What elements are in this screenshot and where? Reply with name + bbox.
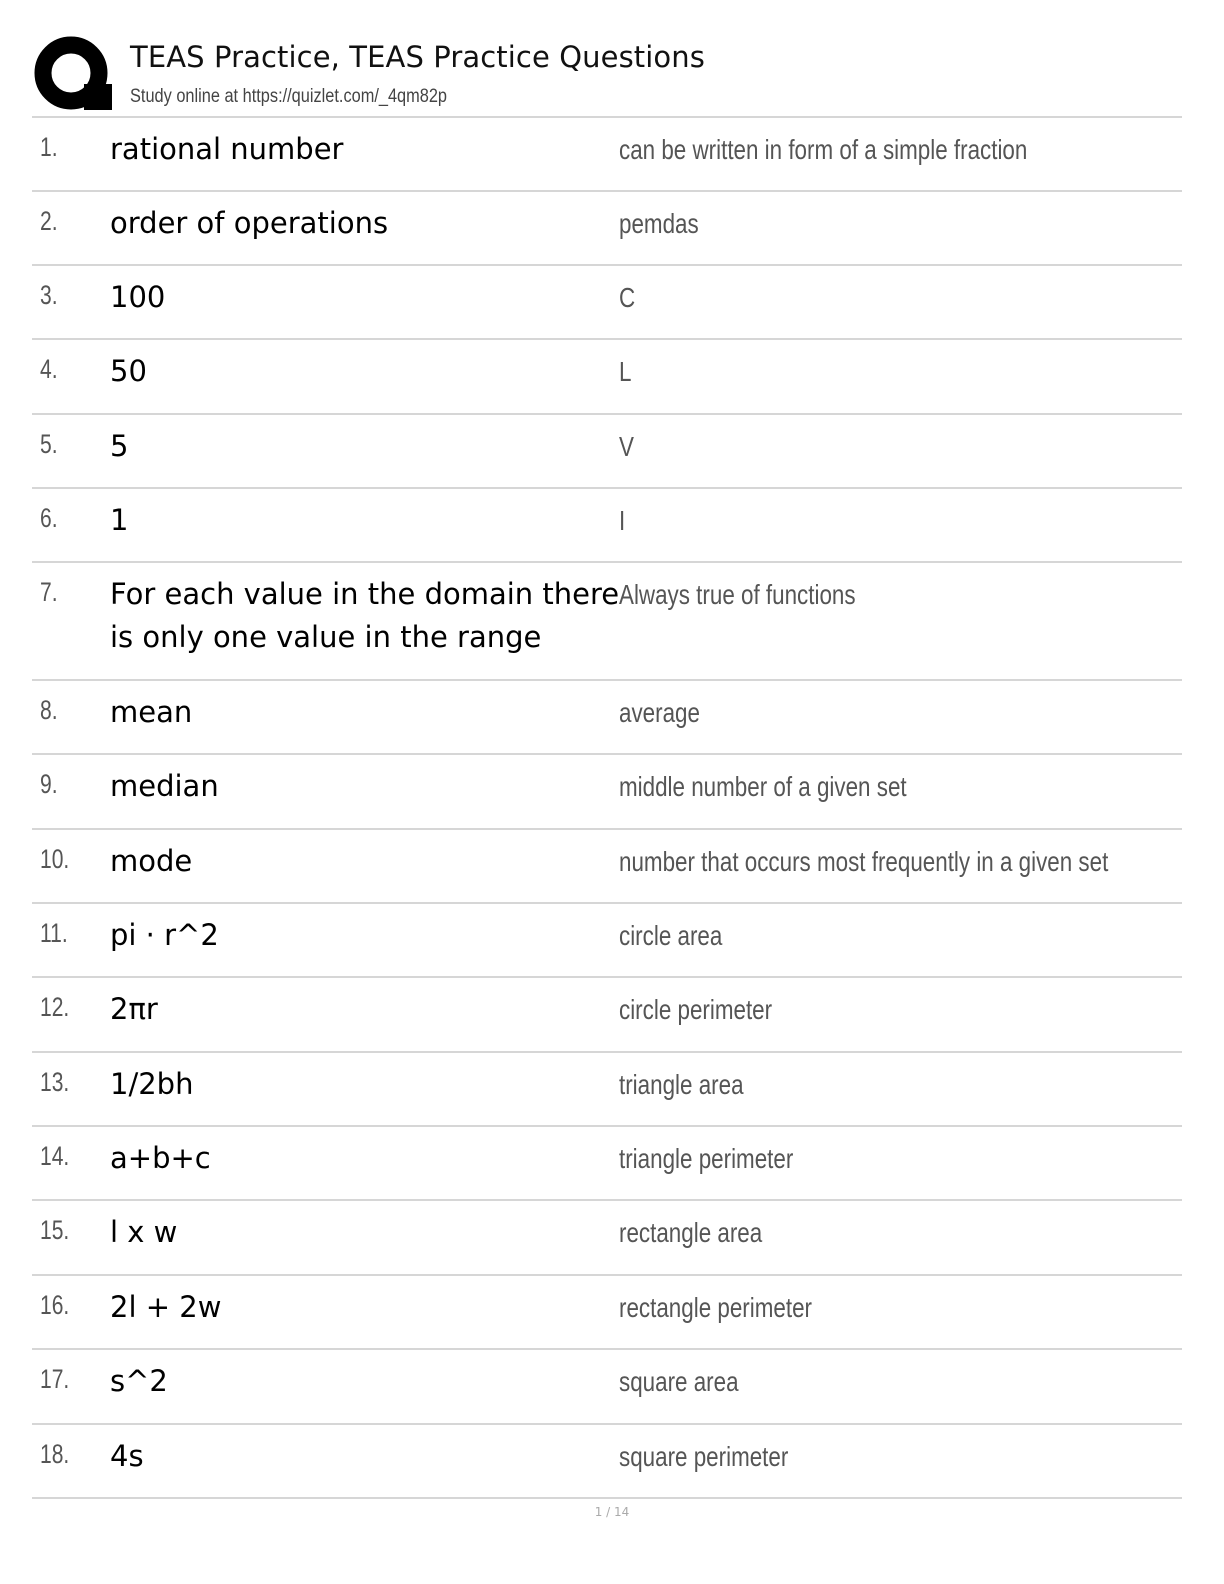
- card-number: 4.: [40, 354, 58, 384]
- card-number: 1.: [40, 132, 58, 162]
- card-number: 5.: [40, 429, 58, 459]
- flashcard-row: [32, 192, 1182, 266]
- flashcard-row: [32, 1127, 1182, 1201]
- card-term: mean: [110, 695, 193, 729]
- flashcard-row: [32, 1350, 1182, 1425]
- card-definition: I: [619, 505, 626, 536]
- card-number: 18.: [40, 1439, 70, 1469]
- document-header: [32, 30, 1182, 116]
- card-number: 3.: [40, 280, 58, 310]
- flashcard-row: [32, 1053, 1182, 1127]
- card-term: For each value in the domain there is only one value in the range: [110, 577, 620, 654]
- card-definition: rectangle area: [619, 1217, 763, 1248]
- card-definition: square perimeter: [619, 1441, 789, 1472]
- card-definition: circle area: [619, 920, 723, 951]
- flashcard-row: [32, 118, 1182, 192]
- card-definition: V: [619, 431, 634, 462]
- card-term: 5: [110, 429, 129, 463]
- quizlet-logo-icon: [34, 36, 114, 114]
- card-definition: Always true of functions: [619, 579, 856, 610]
- card-term: rational number: [110, 132, 344, 166]
- flashcard-row: [32, 563, 1182, 681]
- flashcard-row: [32, 830, 1182, 904]
- flashcard-row: [32, 1276, 1182, 1350]
- card-definition: circle perimeter: [619, 994, 773, 1025]
- flashcard-row: [32, 266, 1182, 340]
- flashcard-row: [32, 415, 1182, 489]
- flashcard-list: [32, 118, 1182, 1499]
- card-number: 6.: [40, 503, 58, 533]
- card-term: mode: [110, 844, 193, 878]
- card-definition: triangle perimeter: [619, 1143, 794, 1174]
- card-term: median: [110, 769, 219, 803]
- card-term: a+b+c: [110, 1141, 211, 1175]
- card-definition: number that occurs most frequently in a given set: [619, 846, 1109, 877]
- card-number: 8.: [40, 695, 58, 725]
- card-term: order of operations: [110, 206, 389, 240]
- card-number: 16.: [40, 1290, 70, 1320]
- card-term: 100: [110, 280, 166, 314]
- card-term: 50: [110, 354, 147, 388]
- card-definition: triangle area: [619, 1069, 744, 1100]
- card-definition: C: [619, 282, 636, 313]
- card-definition: L: [619, 356, 632, 387]
- card-number: 14.: [40, 1141, 70, 1171]
- flashcard-row: [32, 1201, 1182, 1276]
- card-term: 1/2bh: [110, 1067, 194, 1101]
- card-definition: average: [619, 697, 700, 728]
- card-number: 10.: [40, 844, 70, 874]
- flashcard-row: [32, 681, 1182, 755]
- card-number: 7.: [40, 577, 58, 607]
- card-number: 11.: [40, 918, 68, 948]
- card-term: l x w: [110, 1215, 178, 1249]
- card-term: s^2: [110, 1364, 168, 1398]
- document-title: TEAS Practice, TEAS Practice Questions: [130, 40, 705, 74]
- card-definition: square area: [619, 1366, 739, 1397]
- card-term: 1: [110, 503, 129, 537]
- page-number: 1 / 14: [594, 1505, 630, 1519]
- card-definition: can be written in form of a simple fraction: [619, 134, 1028, 165]
- study-online-link[interactable]: Study online at https://quizlet.com/_4qm82p: [130, 86, 448, 107]
- flashcard-row: [32, 904, 1182, 978]
- card-number: 17.: [40, 1364, 70, 1394]
- card-number: 15.: [40, 1215, 70, 1245]
- card-term: 2l + 2w: [110, 1290, 222, 1324]
- card-term: 4s: [110, 1439, 144, 1473]
- card-definition: rectangle perimeter: [619, 1292, 812, 1323]
- flashcard-row: [32, 489, 1182, 563]
- card-number: 9.: [40, 769, 58, 799]
- flashcard-row: [32, 978, 1182, 1053]
- card-definition: pemdas: [619, 208, 699, 239]
- card-number: 2.: [40, 206, 58, 236]
- card-number: 12.: [40, 992, 70, 1022]
- flashcard-row: [32, 1425, 1182, 1499]
- card-definition: middle number of a given set: [619, 771, 907, 802]
- card-term: pi · r^2: [110, 918, 219, 952]
- card-term: 2πr: [110, 992, 158, 1026]
- flashcard-row: [32, 340, 1182, 415]
- card-number: 13.: [40, 1067, 70, 1097]
- flashcard-row: [32, 755, 1182, 830]
